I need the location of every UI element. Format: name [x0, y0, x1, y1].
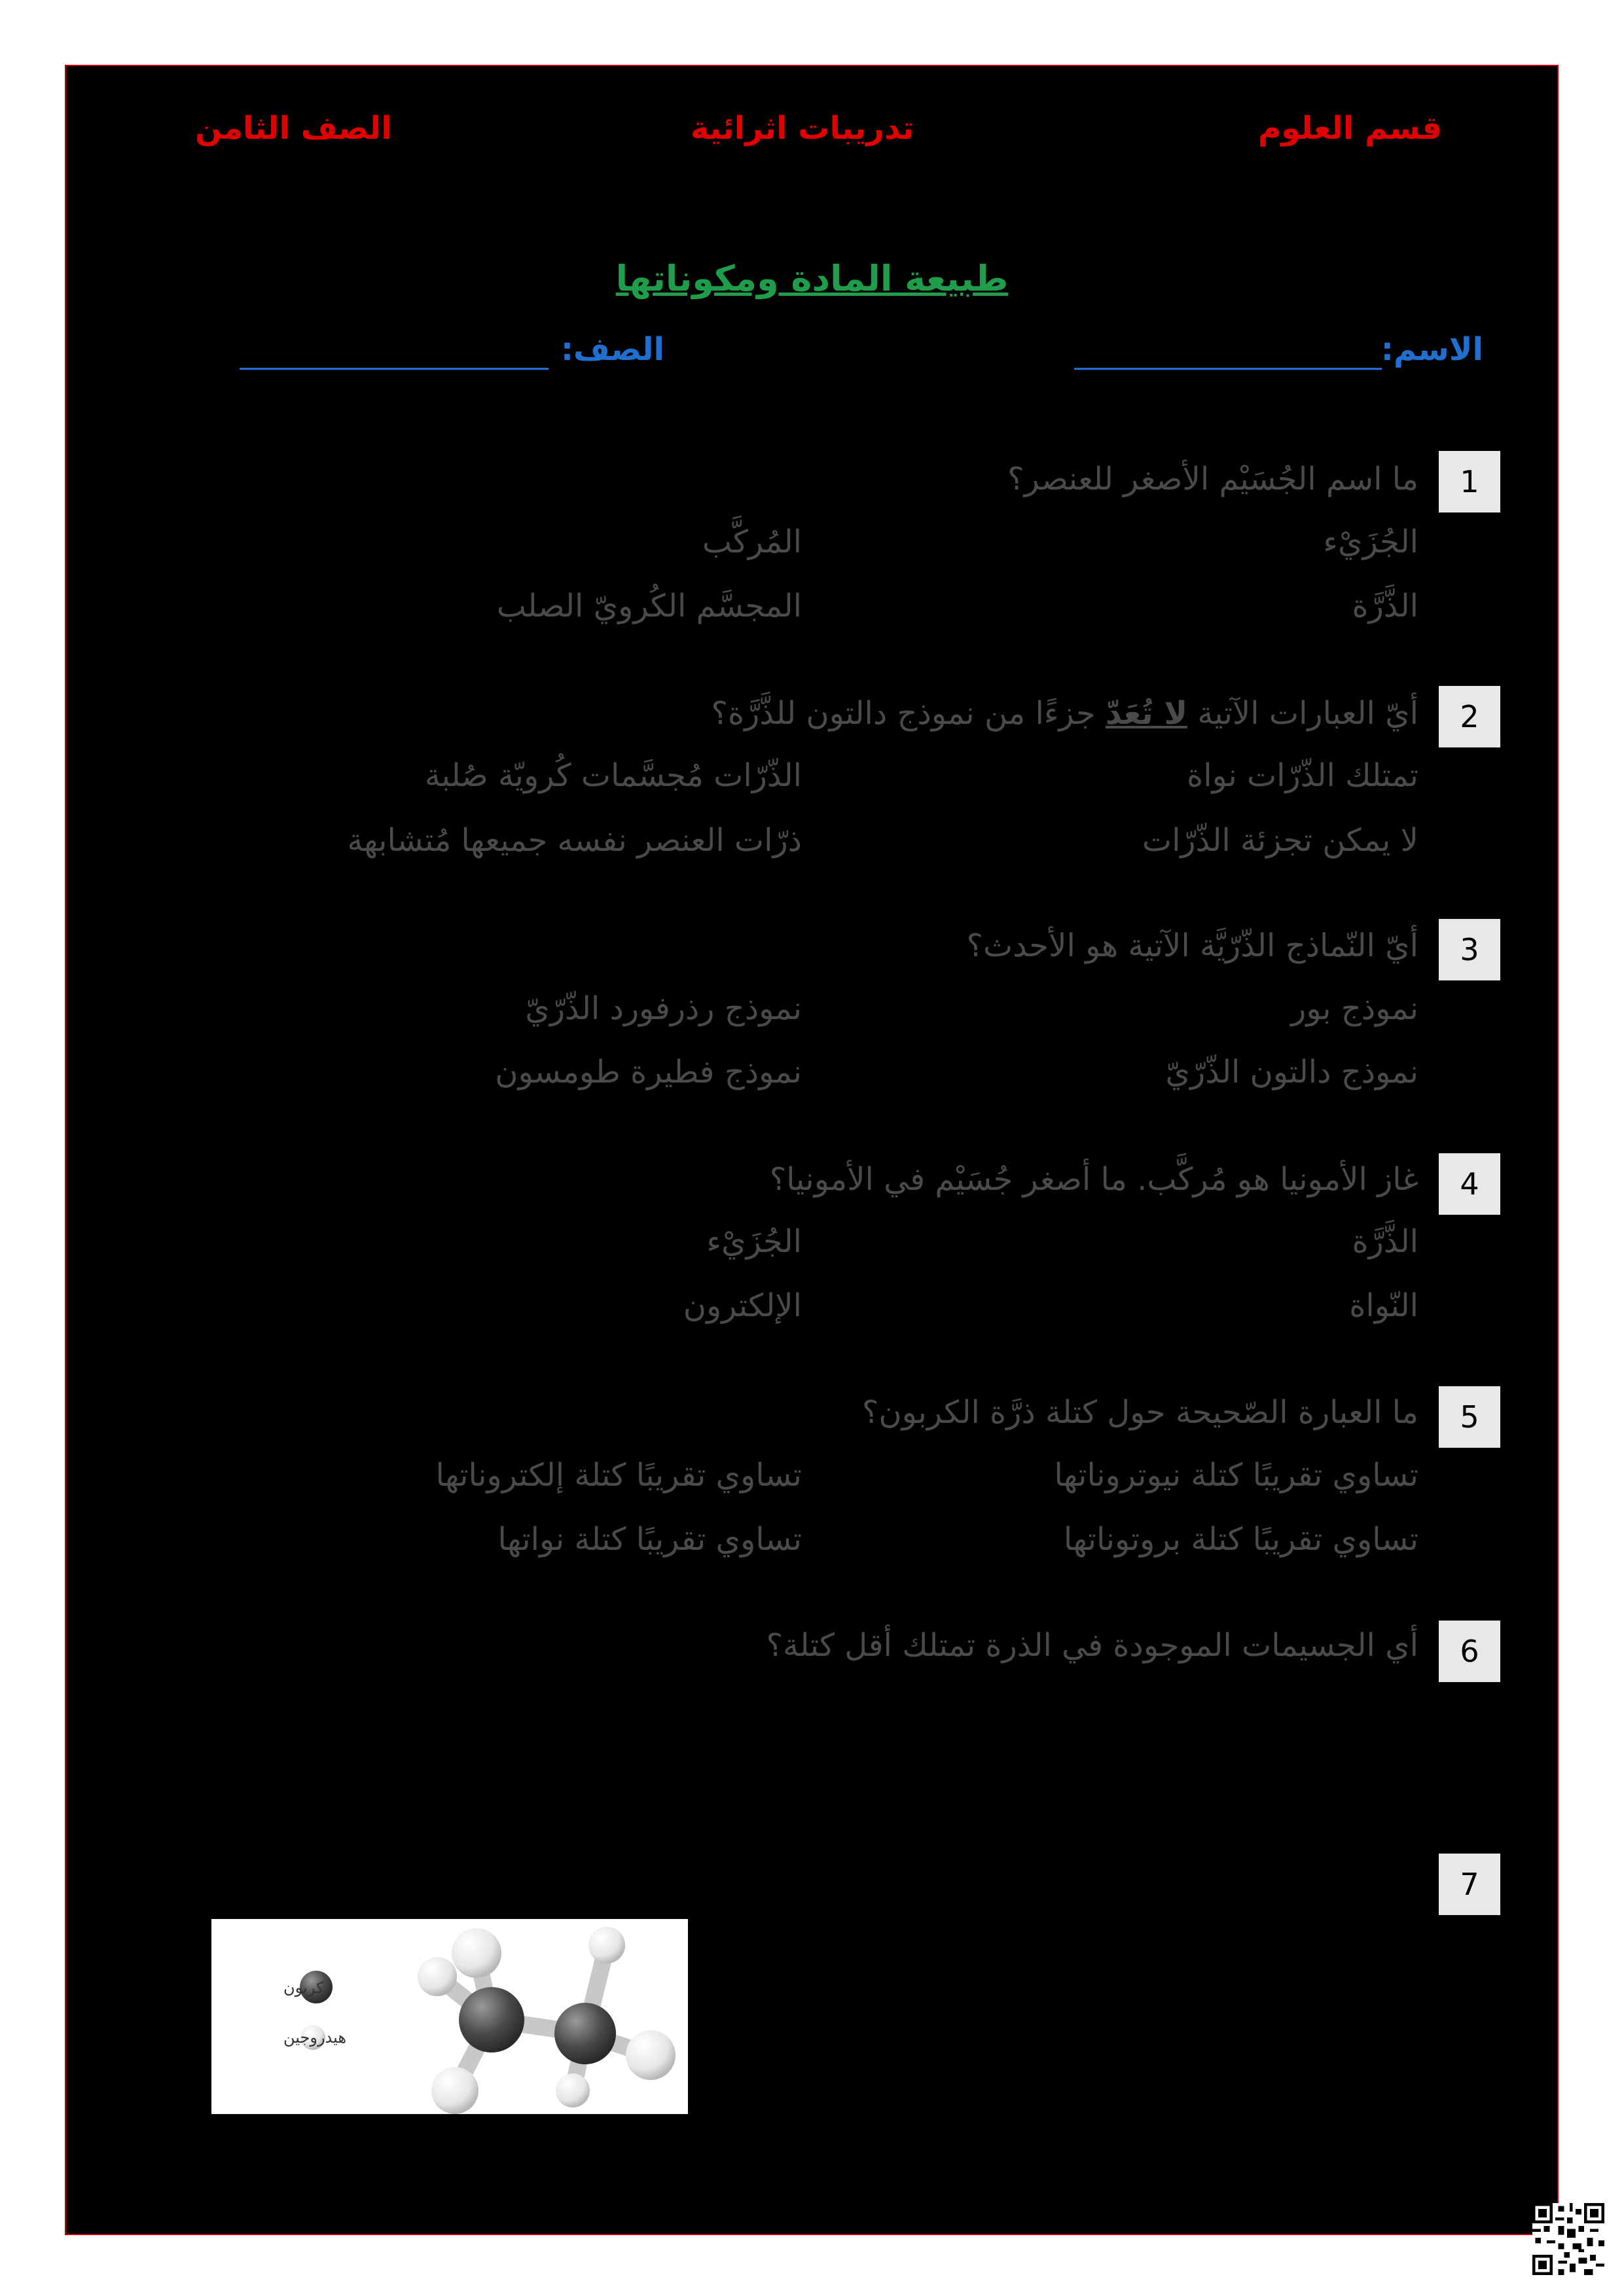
hydrogen-atom: [626, 2030, 676, 2080]
question-1-option-b[interactable]: المُركَّب: [702, 524, 802, 560]
question-4-option-c[interactable]: النّواة: [1349, 1287, 1418, 1324]
hydrogen-atom: [556, 2073, 590, 2108]
question-number-5: 5: [1439, 1386, 1500, 1448]
question-2-option-a[interactable]: تمتلك الذّرّات نواة: [1187, 757, 1418, 794]
question-number-2: 2: [1439, 686, 1500, 747]
carbon-atom: [459, 1987, 524, 2053]
question-4-text: غاز الأمونيا هو مُركَّب. ما أصغر جُسَيْم في الأمونيا؟: [769, 1161, 1418, 1198]
hydrogen-atom: [418, 1957, 457, 1996]
department-label: قسم العلوم: [1257, 110, 1442, 147]
question-5-option-d[interactable]: تساوي تقريبًا كتلة نواتها: [497, 1521, 802, 1558]
hydrogen-legend-label: هيدروجين: [283, 2028, 347, 2047]
ethane-molecule-figure: [211, 1919, 688, 2114]
question-2-option-c[interactable]: لا يمكن تجزئة الذّرّات: [1142, 822, 1418, 859]
question-5-option-c[interactable]: تساوي تقريبًا كتلة بروتوناتها: [1063, 1521, 1418, 1558]
question-2-option-b[interactable]: الذّرّات مُجسَّمات كُرويّة صُلبة: [424, 757, 802, 794]
class-label: الصف:: [560, 331, 664, 368]
question-number-3: 3: [1439, 919, 1500, 980]
question-2-text: [712, 695, 1418, 732]
question-2-option-d[interactable]: ذرّات العنصر نفسه جميعها مُتشابهة: [347, 822, 802, 859]
name-label: الاسم:: [1380, 331, 1483, 368]
question-2-negation: لا تُعَدّ: [1105, 695, 1188, 732]
question-number-7: 7: [1439, 1854, 1500, 1915]
question-5-option-a[interactable]: تساوي تقريبًا كتلة نيوتروناتها: [1054, 1457, 1418, 1494]
question-6-text: أي الجسيمات الموجودة في الذرة تمتلك أقل كتلة؟: [766, 1627, 1418, 1664]
qr-code: [1532, 2203, 1604, 2275]
question-5-option-b[interactable]: تساوي تقريبًا كتلة إلكتروناتها: [435, 1457, 802, 1494]
molecule-diagram: [211, 1919, 688, 2114]
question-1-text: ما اسم الجُسَيْم الأصغر للعنصر؟: [1007, 461, 1418, 497]
question-number-4: 4: [1439, 1153, 1500, 1215]
class-field[interactable]: [240, 368, 549, 370]
question-5-text: ما العبارة الصّحيحة حول كتلة ذرَّة الكربون؟: [861, 1394, 1418, 1431]
question-number-6: 6: [1439, 1621, 1500, 1682]
carbon-legend-label: كربون: [283, 1979, 324, 1997]
hydrogen-atom: [431, 2067, 478, 2114]
question-3-option-d[interactable]: نموذج فطيرة طومسون: [495, 1054, 802, 1090]
question-1-option-c[interactable]: الذَّرَّة: [1352, 588, 1418, 624]
question-3-text: أيّ النّماذج الذّرّيَّة الآتية هو الأحدث؟: [966, 927, 1418, 964]
carbon-atom: [554, 2003, 616, 2064]
question-1-option-a[interactable]: الجُزَيْء: [1323, 524, 1418, 560]
worksheet-page: [65, 65, 1559, 2235]
hydrogen-atom: [588, 1927, 625, 1964]
question-1-option-d[interactable]: المجسَّم الكُرويّ الصلب: [496, 588, 802, 624]
name-field[interactable]: [1074, 368, 1382, 370]
question-number-1: 1: [1439, 451, 1500, 512]
question-3-option-b[interactable]: نموذج رذرفورد الذّرّيّ: [525, 990, 802, 1027]
question-4-option-a[interactable]: الذَّرَّة: [1352, 1223, 1418, 1260]
page-title: طبيعة المادة ومكوناتها: [615, 258, 1009, 299]
question-4-option-d[interactable]: الإلكترون: [683, 1287, 802, 1324]
grade-label: الصف الثامن: [195, 110, 392, 147]
question-4-option-b[interactable]: الجُزَيْء: [706, 1223, 802, 1260]
question-3-option-c[interactable]: نموذج دالتون الذّرّيّ: [1165, 1054, 1418, 1090]
question-3-option-a[interactable]: نموذج بور: [1291, 990, 1418, 1027]
worksheet-type-label: تدريبات اثرائية: [691, 110, 914, 147]
hydrogen-atom: [452, 1928, 501, 1978]
question-2-text-start: أيّ العبارات الآتية: [1187, 695, 1418, 732]
question-2-text-end: جزءًا من نموذج دالتون للذَّرَّة؟: [711, 695, 1106, 732]
